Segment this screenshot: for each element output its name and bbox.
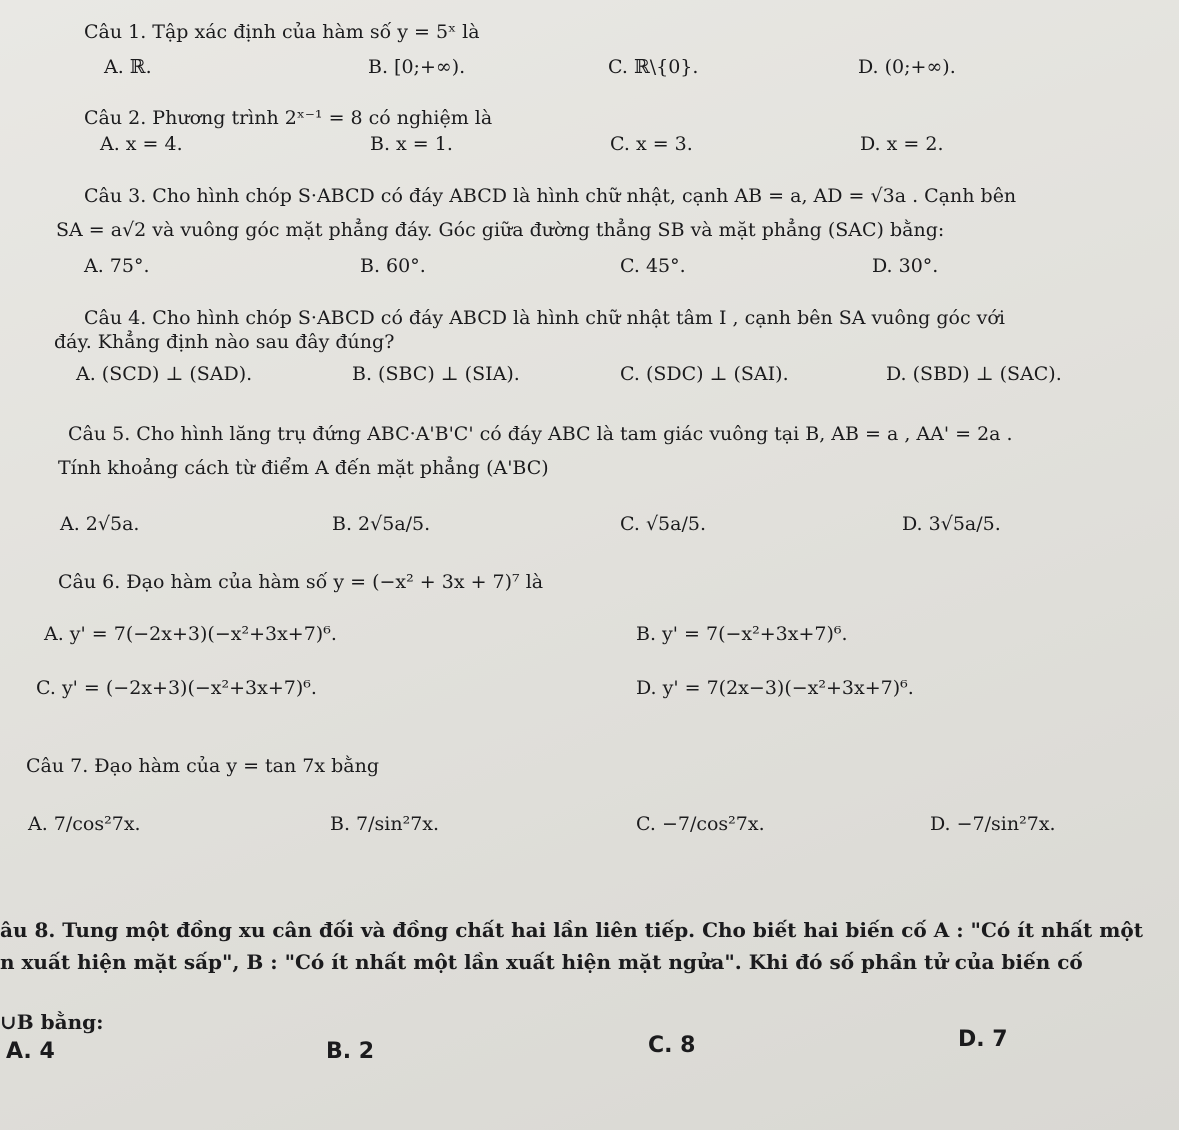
q7-option-b[interactable]: B. 7/sin²7x. <box>330 813 440 835</box>
q7-option-c[interactable]: C. −7/cos²7x. <box>636 813 765 835</box>
q8-option-b[interactable]: B. 2 <box>326 1039 375 1064</box>
q2-option-a[interactable]: A. x = 4. <box>100 133 183 155</box>
q3-option-b[interactable]: B. 60°. <box>360 255 426 277</box>
q7-option-d[interactable]: D. −7/sin²7x. <box>930 813 1056 835</box>
q4-stem-line1: Câu 4. Cho hình chóp S·ABCD có đáy ABCD là hình chữ nhật tâm I , cạnh bên SA vuông góc với <box>84 307 1005 329</box>
q5-option-a[interactable]: A. 2√5a. <box>60 513 140 535</box>
q8-stem-line3: ∪B bằng: <box>0 1010 104 1034</box>
q7-option-a[interactable]: A. 7/cos²7x. <box>28 813 141 835</box>
q1-option-b[interactable]: B. [0;+∞). <box>368 56 466 78</box>
q4-option-b[interactable]: B. (SBC) ⊥ (SIA). <box>352 363 520 385</box>
q8-option-d[interactable]: D. 7 <box>958 1027 1008 1052</box>
q5-stem-line1: Câu 5. Cho hình lăng trụ đứng ABC·A'B'C' có đáy ABC là tam giác vuông tại B, AB = a , AA' = 2a . <box>68 423 1013 445</box>
q1-stem: Câu 1. Tập xác định của hàm số y = 5ˣ là <box>84 21 480 43</box>
q2-option-b[interactable]: B. x = 1. <box>370 133 453 155</box>
q4-option-c[interactable]: C. (SDC) ⊥ (SAI). <box>620 363 789 385</box>
q8-option-a[interactable]: A. 4 <box>6 1039 55 1064</box>
q8-stem-line1: âu 8. Tung một đồng xu cân đối và đồng chất hai lần liên tiếp. Cho biết hai biến cố A : "Có ít nhất một <box>0 918 1143 942</box>
q2-stem: Câu 2. Phương trình 2ˣ⁻¹ = 8 có nghiệm là <box>84 107 493 129</box>
q3-option-c[interactable]: C. 45°. <box>620 255 686 277</box>
q8-stem-line2: n xuất hiện mặt sấp", B : "Có ít nhất một lần xuất hiện mặt ngửa". Khi đó số phần tử của biến cố <box>0 950 1083 974</box>
q1-option-d[interactable]: D. (0;+∞). <box>858 56 956 78</box>
q3-option-a[interactable]: A. 75°. <box>84 255 150 277</box>
q8-option-c[interactable]: C. 8 <box>648 1033 696 1058</box>
q4-option-a[interactable]: A. (SCD) ⊥ (SAD). <box>76 363 253 385</box>
q5-stem-line2: Tính khoảng cách từ điểm A đến mặt phẳng (A'BC) <box>58 457 549 479</box>
q6-option-c[interactable]: C. y' = (−2x+3)(−x²+3x+7)⁶. <box>36 677 317 699</box>
q3-stem-line1: Câu 3. Cho hình chóp S·ABCD có đáy ABCD là hình chữ nhật, cạnh AB = a, AD = √3a . Cạnh bên <box>84 185 1017 207</box>
q7-stem: Câu 7. Đạo hàm của y = tan 7x bằng <box>26 755 380 777</box>
q1-option-c[interactable]: C. ℝ\{0}. <box>608 56 699 78</box>
q3-stem-line2: SA = a√2 và vuông góc mặt phẳng đáy. Góc giữa đường thẳng SB và mặt phẳng (SAC) bằng: <box>56 219 945 241</box>
q2-option-c[interactable]: C. x = 3. <box>610 133 693 155</box>
q5-option-c[interactable]: C. √5a/5. <box>620 513 706 535</box>
q1-option-a[interactable]: A. ℝ. <box>104 56 152 78</box>
q5-option-d[interactable]: D. 3√5a/5. <box>902 513 1001 535</box>
q3-option-d[interactable]: D. 30°. <box>872 255 939 277</box>
q6-stem: Câu 6. Đạo hàm của hàm số y = (−x² + 3x + 7)⁷ là <box>58 571 544 593</box>
q6-option-d[interactable]: D. y' = 7(2x−3)(−x²+3x+7)⁶. <box>636 677 914 699</box>
q5-option-b[interactable]: B. 2√5a/5. <box>332 513 431 535</box>
q4-stem-line2: đáy. Khẳng định nào sau đây đúng? <box>54 331 395 353</box>
q4-option-d[interactable]: D. (SBD) ⊥ (SAC). <box>886 363 1062 385</box>
q2-option-d[interactable]: D. x = 2. <box>860 133 944 155</box>
q6-option-a[interactable]: A. y' = 7(−2x+3)(−x²+3x+7)⁶. <box>44 623 337 645</box>
q6-option-b[interactable]: B. y' = 7(−x²+3x+7)⁶. <box>636 623 848 645</box>
